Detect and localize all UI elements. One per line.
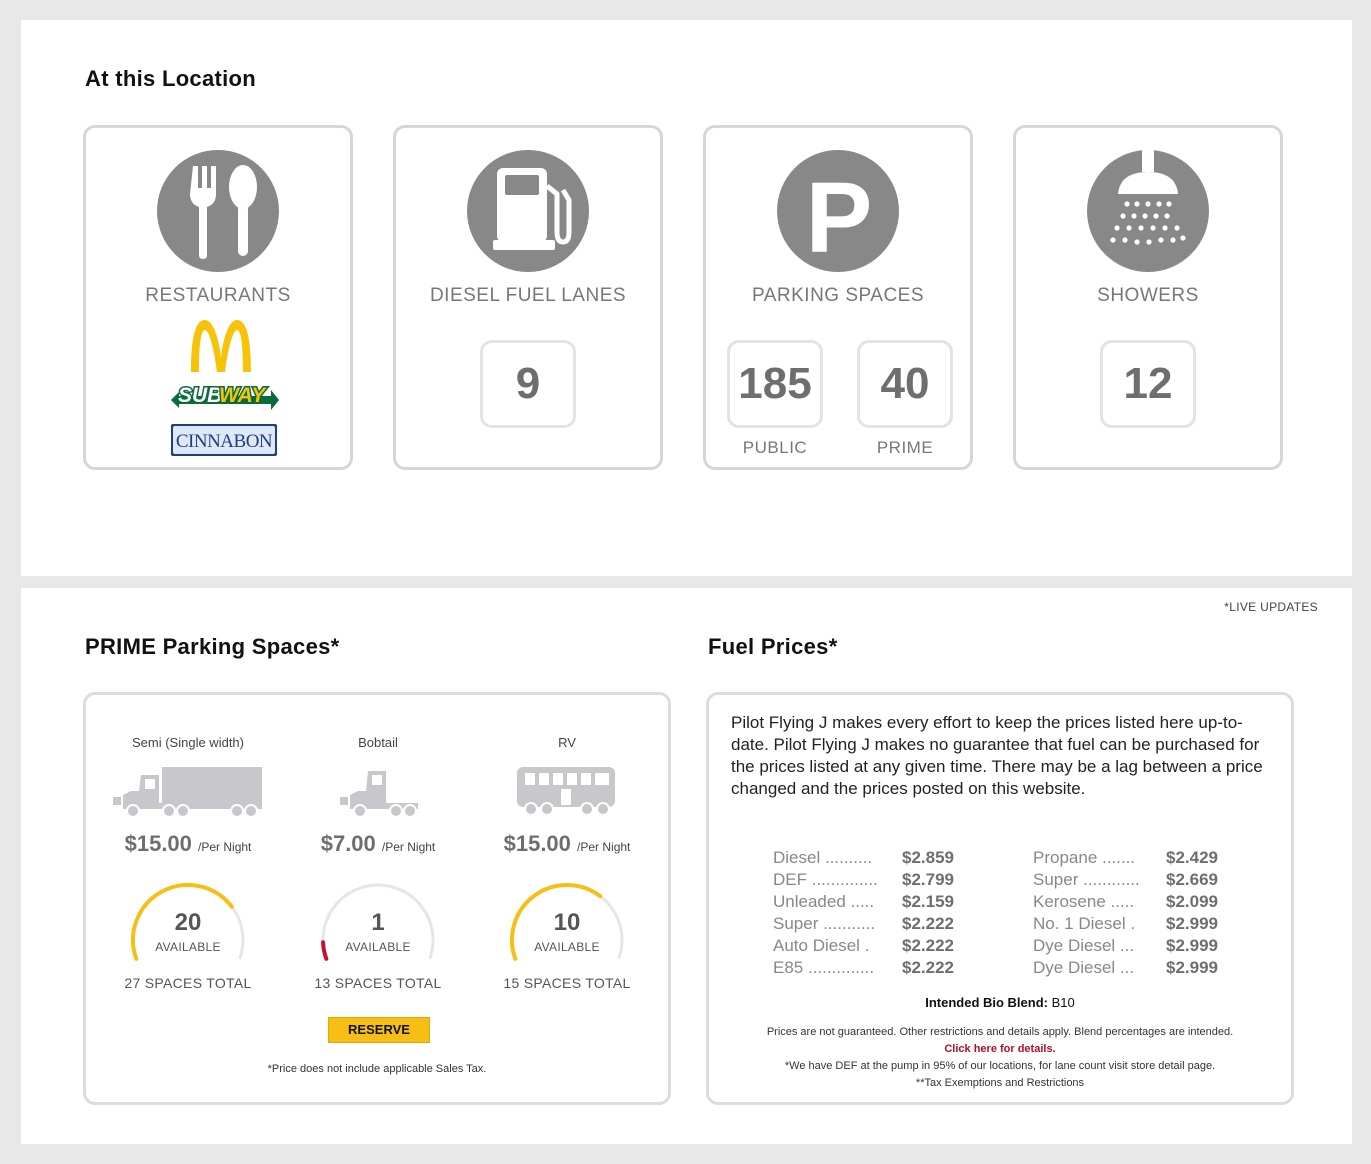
fuel-name: Super ........... — [773, 914, 876, 933]
available-label: AVAILABLE — [155, 940, 221, 954]
fuel-price: $2.999 — [1166, 936, 1218, 955]
fuel-name: Auto Diesel . — [773, 936, 870, 955]
fuel-name: Dye Diesel ... — [1033, 958, 1135, 977]
parking-prime-count: 40 — [857, 340, 953, 428]
fuel-name: Super ............ — [1033, 870, 1140, 889]
fuel-price: $2.999 — [1166, 914, 1218, 933]
parking-label: PARKING SPACES — [751, 285, 925, 306]
fuel-prices-box — [706, 692, 1294, 1105]
tax-note: *Price does not include applicable Sales Tax. — [267, 1063, 487, 1075]
parking-prime-label: PRIME — [876, 438, 934, 457]
location-panel — [21, 20, 1352, 576]
bio-blend — [709, 995, 1291, 1010]
price-unit: /Per Night — [577, 840, 631, 854]
fuel-price: $2.429 — [1166, 848, 1218, 867]
mcdonalds-logo — [187, 318, 255, 374]
fine-print-1: Prices are not guaranteed. Other restrictions and details apply. Blend percentages are intended. — [766, 1026, 1234, 1038]
vehicle-semi — [93, 735, 283, 991]
details-link[interactable]: Click here for details. — [944, 1043, 1056, 1055]
available-label: AVAILABLE — [534, 940, 600, 954]
fuel-name: Dye Diesel ... — [1033, 936, 1135, 955]
shower-icon — [1087, 150, 1209, 272]
showers-card — [1013, 125, 1283, 470]
availability-gauge — [313, 883, 443, 973]
fine-print-2: *We have DEF at the pump in 95% of our locations, for lane count visit store detail page. — [784, 1060, 1216, 1072]
reserve-button[interactable]: RESERVE — [328, 1017, 430, 1043]
fuel-name: Propane ....... — [1033, 848, 1136, 867]
fuel-pump-icon — [467, 150, 589, 272]
fuel-price: $2.222 — [902, 914, 954, 933]
available-label: AVAILABLE — [345, 940, 411, 954]
price-unit: /Per Night — [381, 840, 436, 854]
price-value: $15.00 — [124, 831, 192, 856]
svg-text:P: P — [805, 162, 873, 272]
parking-card — [703, 125, 973, 470]
prime-fuel-panel — [21, 588, 1352, 1144]
restaurants-label: RESTAURANTS — [145, 285, 291, 306]
fuel-name: DEF .............. — [773, 870, 878, 889]
vehicle-price — [283, 831, 473, 857]
diesel-lanes-count: 9 — [480, 340, 576, 428]
svg-text:WAY: WAY — [219, 384, 266, 407]
availability-gauge — [123, 883, 253, 973]
svg-text:SUB: SUB — [178, 384, 223, 407]
vehicle-price — [472, 831, 662, 857]
available-count: 20 — [174, 909, 202, 936]
bobtail-truck-icon — [283, 761, 473, 823]
fuel-name: Unleaded ..... — [773, 892, 875, 911]
utensils-icon — [157, 150, 279, 272]
vehicle-name: Bobtail — [358, 735, 398, 750]
parking-public-count: 185 — [727, 340, 823, 428]
fuel-disclaimer: Pilot Flying J makes every effort to keep the prices listed here up-to-date. Pilot Flying J makes no guarantee that fuel can be purchased for the prices listed at any given time. There may be a lag between a price changed and the prices posted on this website. — [731, 713, 1263, 798]
fuel-name: Kerosene ..... — [1033, 892, 1135, 911]
spaces-total: 27 SPACES TOTAL — [124, 975, 252, 991]
fuel-price: $2.222 — [902, 936, 954, 955]
spaces-total: 15 SPACES TOTAL — [503, 975, 631, 991]
prime-parking-box — [83, 692, 671, 1105]
vehicle-bobtail — [283, 735, 473, 991]
diesel-label: DIESEL FUEL LANES — [429, 285, 627, 306]
available-count: 10 — [553, 909, 581, 936]
fuel-name: Diesel .......... — [773, 848, 873, 867]
available-count: 1 — [371, 909, 385, 936]
fuel-name: E85 .............. — [773, 958, 875, 977]
diesel-card — [393, 125, 663, 470]
parking-icon — [777, 150, 899, 272]
showers-label: SHOWERS — [1097, 285, 1199, 306]
fuel-name: No. 1 Diesel . — [1033, 914, 1136, 933]
vehicle-price — [93, 831, 283, 857]
fuel-prices-title: Fuel Prices* — [708, 634, 838, 659]
live-updates-note: *LIVE UPDATES — [1224, 600, 1318, 614]
fuel-price: $2.999 — [1166, 958, 1218, 977]
fuel-price: $2.799 — [902, 870, 954, 889]
fuel-price: $2.859 — [902, 848, 954, 867]
availability-gauge — [502, 883, 632, 973]
fuel-price: $2.099 — [1166, 892, 1218, 911]
fuel-price: $2.222 — [902, 958, 954, 977]
spaces-total: 13 SPACES TOTAL — [314, 975, 442, 991]
vehicle-name: Semi (Single width) — [132, 735, 244, 750]
bio-blend-value: B10 — [1051, 995, 1075, 1010]
price-unit: /Per Night — [198, 840, 252, 854]
restaurants-card — [83, 125, 353, 470]
vehicle-name: RV — [558, 735, 576, 750]
rv-icon — [472, 761, 662, 823]
svg-text:CINNABON: CINNABON — [175, 431, 273, 452]
fine-print-3: **Tax Exemptions and Restrictions — [915, 1077, 1085, 1089]
location-title: At this Location — [85, 66, 257, 91]
cinnabon-logo — [171, 424, 277, 456]
fuel-price: $2.159 — [902, 892, 954, 911]
showers-count: 12 — [1100, 340, 1196, 428]
bio-blend-label: Intended Bio Blend: — [925, 995, 1048, 1010]
price-value: $7.00 — [320, 831, 376, 856]
parking-public-label: PUBLIC — [742, 438, 808, 457]
price-value: $15.00 — [503, 831, 571, 856]
fuel-price: $2.669 — [1166, 870, 1218, 889]
prime-parking-title: PRIME Parking Spaces* — [85, 634, 340, 659]
subway-logo — [169, 378, 281, 414]
vehicle-rv — [472, 735, 662, 991]
semi-truck-icon — [93, 761, 283, 823]
